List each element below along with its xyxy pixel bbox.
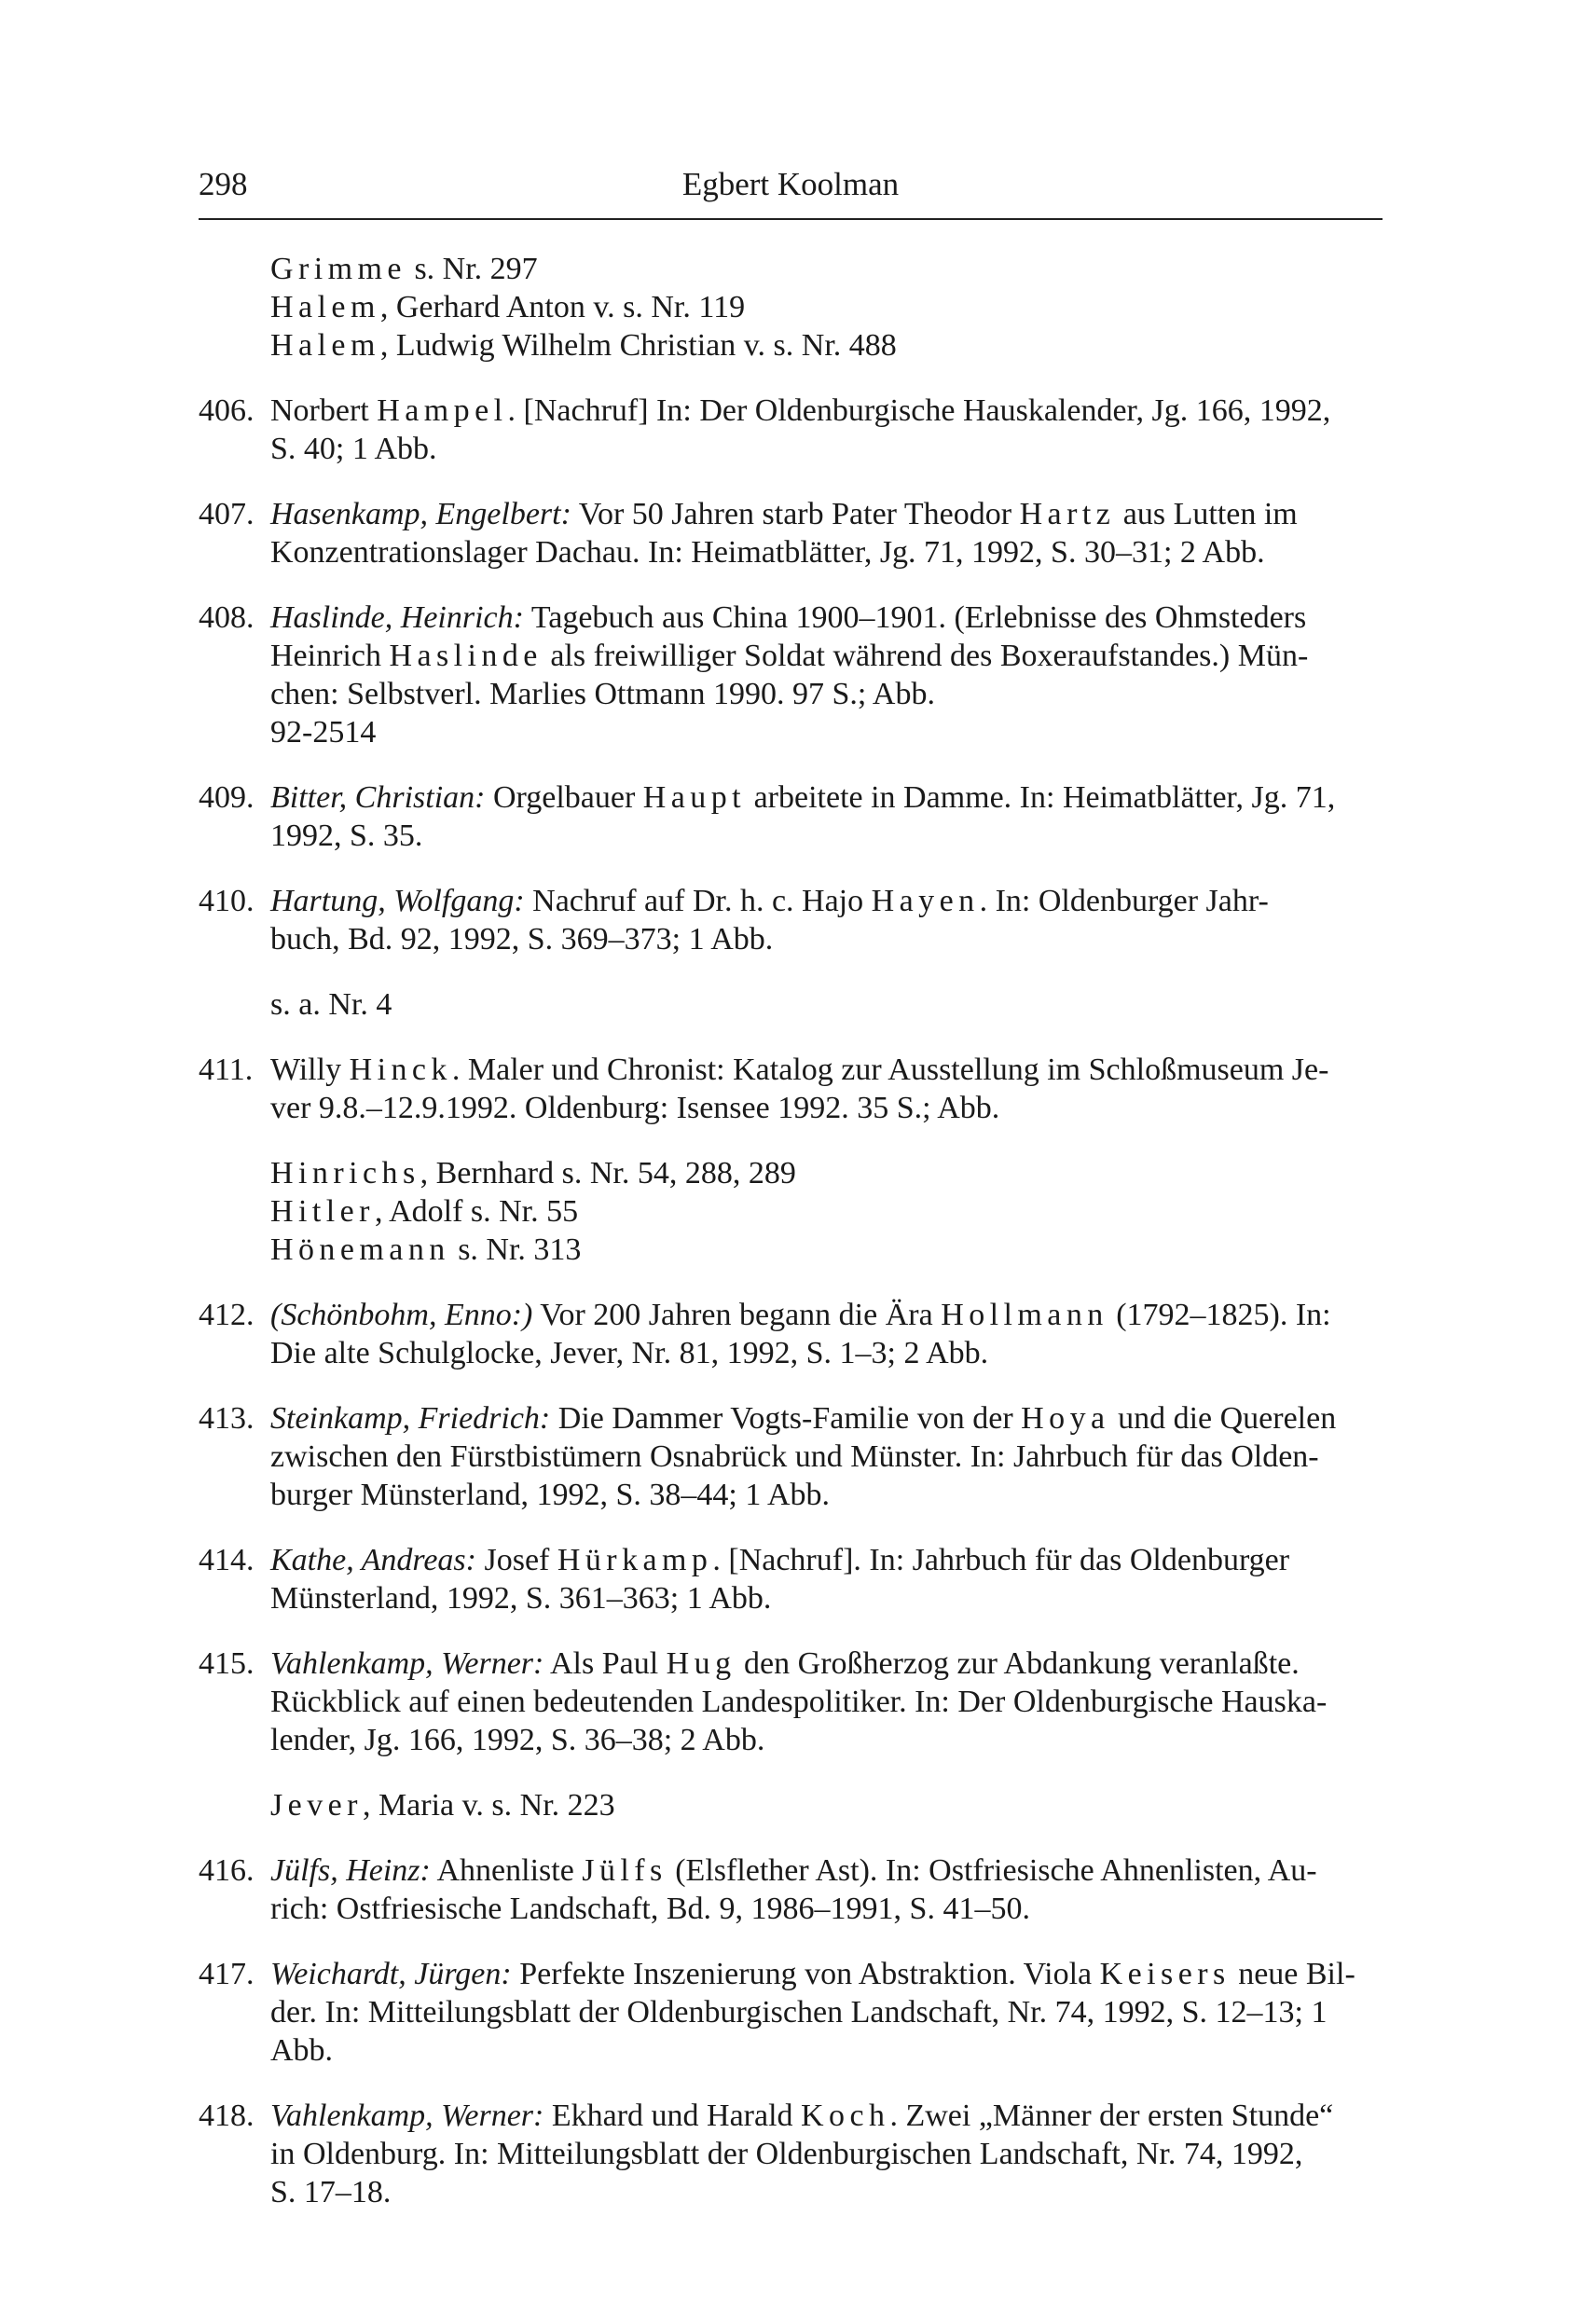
entry-author: Steinkamp, Friedrich: — [270, 1401, 551, 1436]
cross-reference: Hinrichs, Bernhard s. Nr. 54, 288, 289 — [270, 1156, 796, 1190]
see-also-reference: s. a. Nr. 4 — [270, 987, 392, 1022]
bibliography-entry-406: 406. Norbert Hampel. [Nachruf] In: Der Oldenburgische Hauskalender, Jg. 166, 1992, S. 40; 1 Abb. — [199, 393, 1331, 466]
entry-number: 408. — [199, 600, 255, 635]
cross-reference-group — [199, 1786, 1383, 1824]
bibliography-entry-412: 412. (Schönbohm, Enno:) Vor 200 Jahren begann die Ära Hollmann (1792–1825). In: Die alte Schulglocke, Jever, Nr. 81, 1992, S. 1–3; 2 Abb. — [199, 1298, 1331, 1370]
cross-reference: Halem, Gerhard Anton v. s. Nr. 119 — [270, 290, 746, 324]
entry-number: 415. — [199, 1646, 255, 1681]
cross-reference: Grimme s. Nr. 297 — [270, 252, 538, 286]
bibliography-entry-410: 410. Hartung, Wolfgang: Nachruf auf Dr. h. c. Hajo Hayen. In: Oldenburger Jahr- buch, Bd. 92, 1992, S. 369–373; 1 Abb. — [199, 884, 1269, 956]
bibliography-entry-415: 415. Vahlenkamp, Werner: Als Paul Hug den Großherzog zur Abdankung veranlaßte. Rückblick auf einen bedeutenden Landespolitiker. In: Der Oldenburgische Hauska- lender, Jg. 166, 1992, S. 36–38; 2 Abb. — [199, 1646, 1328, 1757]
shelf-number: 92-2514 — [270, 715, 377, 750]
cross-reference: Halem, Ludwig Wilhelm Christian v. s. Nr. 488 — [270, 328, 897, 363]
entry-number: 416. — [199, 1853, 255, 1888]
entry-author: Weichardt, Jürgen: — [270, 1957, 512, 1991]
entry-author: Hasenkamp, Engelbert: — [270, 497, 571, 531]
entry-author: (Schönbohm, Enno:) — [270, 1298, 533, 1332]
cross-reference: Hönemann s. Nr. 313 — [270, 1232, 582, 1267]
entry-number: 411. — [199, 1053, 254, 1087]
bibliography-entry-416: 416. Jülfs, Heinz: Ahnenliste Jülfs (Elsflether Ast). In: Ostfriesische Ahnenlisten, Au- rich: Ostfriesische Landschaft, Bd. 9, 1986–1991, S. 41–50. — [199, 1853, 1317, 1926]
bibliography-entry-417: 417. Weichardt, Jürgen: Perfekte Inszenierung von Abstraktion. Viola Keisers neue Bil- der. In: Mitteilungsblatt der Oldenburgischen Landschaft, Nr. 74, 1992, S. 12–13; 1 Abb. — [199, 1957, 1355, 2068]
entry-number: 417. — [199, 1957, 255, 1991]
bibliography-entry-409: 409. Bitter, Christian: Orgelbauer Haupt arbeitete in Damme. In: Heimatblätter, Jg. 71, 1992, S. 35. — [199, 780, 1336, 853]
header-rule — [199, 218, 1383, 220]
page-header — [199, 166, 1383, 218]
page-number: 298 — [199, 166, 248, 202]
entry-author: Haslinde, Heinrich: — [270, 600, 524, 635]
entry-author: Hartung, Wolfgang: — [270, 884, 525, 918]
bibliography-entry-413: 413. Steinkamp, Friedrich: Die Dammer Vogts-Familie von der Hoya und die Querelen zwischen den Fürstbistümern Osnabrück und Münster. In: Jahrbuch für das Olden- burger Münsterland, 1992, S. 38–44; 1 Abb. — [199, 1401, 1337, 1512]
cross-reference-group — [199, 250, 1383, 365]
cross-reference: Hitler, Adolf s. Nr. 55 — [270, 1194, 579, 1229]
bibliography-entry-418: 418. Vahlenkamp, Werner: Ekhard und Harald Koch. Zwei „Männer der ersten Stunde“ in Oldenburg. In: Mitteilungsblatt der Oldenburgischen Landschaft, Nr. 74, 1992, S. 17–18. — [199, 2099, 1334, 2209]
entry-number: 413. — [199, 1401, 255, 1436]
entry-number: 412. — [199, 1298, 255, 1332]
entry-number: 410. — [199, 884, 255, 918]
bibliography-list — [199, 250, 1383, 2238]
cross-reference-group — [199, 1154, 1383, 1269]
bibliography-entry-408: 408. Haslinde, Heinrich: Tagebuch aus China 1900–1901. (Erlebnisse des Ohmsteders Heinrich Haslinde als freiwilliger Soldat während des Boxeraufstandes.) Mün- chen: Selbstverl. Marlies Ottmann 1990. 97 S.; Abb. 92-2514 — [199, 599, 1383, 751]
bibliography-entry-414: 414. Kathe, Andreas: Josef Hürkamp. [Nachruf]. In: Jahrbuch für das Oldenburger Münsterland, 1992, S. 361–363; 1 Abb. — [199, 1543, 1290, 1616]
entry-author: Vahlenkamp, Werner: — [270, 1646, 544, 1681]
cross-reference: Jever, Maria v. s. Nr. 223 — [270, 1788, 615, 1823]
entry-author: Bitter, Christian: — [270, 780, 486, 815]
entry-number: 406. — [199, 393, 255, 428]
entry-number: 407. — [199, 497, 255, 531]
entry-number: 418. — [199, 2099, 255, 2133]
entry-author: Kathe, Andreas: — [270, 1543, 476, 1577]
entry-author: Vahlenkamp, Werner: — [270, 2099, 544, 2133]
entry-author: Jülfs, Heinz: — [270, 1853, 431, 1888]
running-head: Egbert Koolman — [681, 166, 900, 202]
entry-number: 414. — [199, 1543, 255, 1577]
bibliography-entry-407: 407. Hasenkamp, Engelbert: Vor 50 Jahren starb Pater Theodor Hartz aus Lutten im Konzentrationslager Dachau. In: Heimatblätter, Jg. 71, 1992, S. 30–31; 2 Abb. — [199, 497, 1298, 570]
entry-number: 409. — [199, 780, 255, 815]
bibliography-entry-411: 411. Willy Hinck. Maler und Chronist: Katalog zur Ausstellung im Schloßmuseum Je- ver 9.8.–12.9.1992. Oldenburg: Isensee 1992. 35 S.; Abb. — [199, 1053, 1329, 1125]
